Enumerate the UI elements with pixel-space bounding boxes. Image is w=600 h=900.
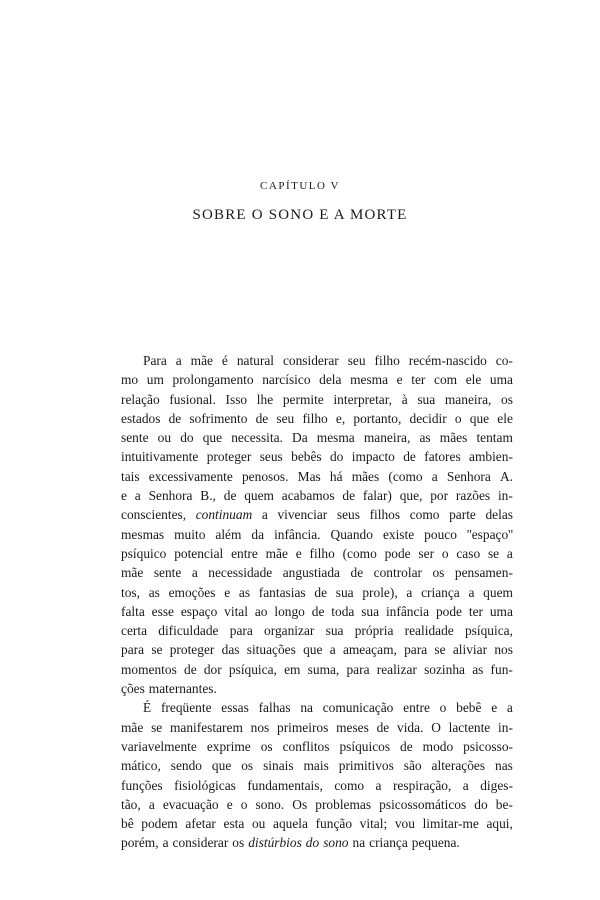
- text-line: tos, as emoções e as fantasias de sua prole), a criança a quem: [121, 584, 513, 600]
- text-line: funções fisiológicas fundamentais, como a respiração, a diges-: [121, 777, 513, 793]
- text-line: para se proteger das situações que a ameaçam, para se aliviar nos: [121, 642, 513, 658]
- text-line: mãe se manifestarem nos primeiros meses de vida. O lactente in-: [121, 719, 513, 735]
- text-line: conscientes, continuam a vivenciar seus filhos como parte delas: [121, 507, 513, 523]
- text-line: psíquico potencial entre mãe e filho (como pode ser o caso se a: [121, 545, 513, 561]
- text-line: relação fusional. Isso lhe permite interpretar, à sua maneira, os: [121, 391, 513, 407]
- text-line: falta esse espaço vital ao longo de toda sua infância pode ter uma: [121, 603, 513, 619]
- text-line: sente ou do que necessita. Da mesma maneira, as mães tentam: [121, 430, 513, 446]
- text-line: tão, a evacuação e o sono. Os problemas psicossomáticos do be-: [121, 796, 513, 812]
- text-line: intuitivamente proteger seus bebês do impacto de fatores ambien-: [121, 449, 513, 465]
- text-line: É freqüente essas falhas na comunicação entre o bebê e a: [143, 700, 513, 716]
- text-line: variavelmente exprime os conflitos psíquicos de modo psicosso-: [121, 738, 513, 754]
- text-line: porém, a considerar os distúrbios do sono na criança pequena.: [121, 835, 460, 851]
- paragraph: [121, 698, 513, 852]
- text-line: mesmas muito além da infância. Quando existe pouco ''espaço'': [121, 526, 513, 542]
- text-line: tais excessivamente penosos. Mas há mães (como a Senhora A.: [121, 468, 513, 484]
- body-text: [121, 351, 513, 853]
- text-line: ções maternantes.: [121, 681, 217, 697]
- text-line: mático, sendo que os sinais mais primitivos são alterações nas: [121, 758, 513, 774]
- text-line: momentos de dor psíquica, em suma, para realizar sozinha as fun-: [121, 661, 513, 677]
- text-line: Para a mãe é natural considerar seu filho recém-nascido co-: [143, 353, 513, 368]
- text-line: mãe sente a necessidade angustiada de controlar os pensamen-: [121, 565, 513, 581]
- chapter-title: SOBRE O SONO E A MORTE: [192, 207, 408, 223]
- paragraph: [121, 351, 513, 698]
- text-line: estados de sofrimento de seu filho e, portanto, decidir o que ele: [121, 410, 513, 426]
- text-line: certa dificuldade para organizar sua própria realidade psíquica,: [121, 623, 513, 639]
- chapter-label: CAPÍTULO V: [260, 180, 340, 192]
- text-line: e a Senhora B., de quem acabamos de falar) que, por razões in-: [121, 488, 513, 504]
- text-line: bê podem afetar esta ou aquela função vital; vou limitar-me aqui,: [121, 816, 513, 832]
- text-line: mo um prolongamento narcísico dela mesma e ter com ele uma: [121, 372, 513, 388]
